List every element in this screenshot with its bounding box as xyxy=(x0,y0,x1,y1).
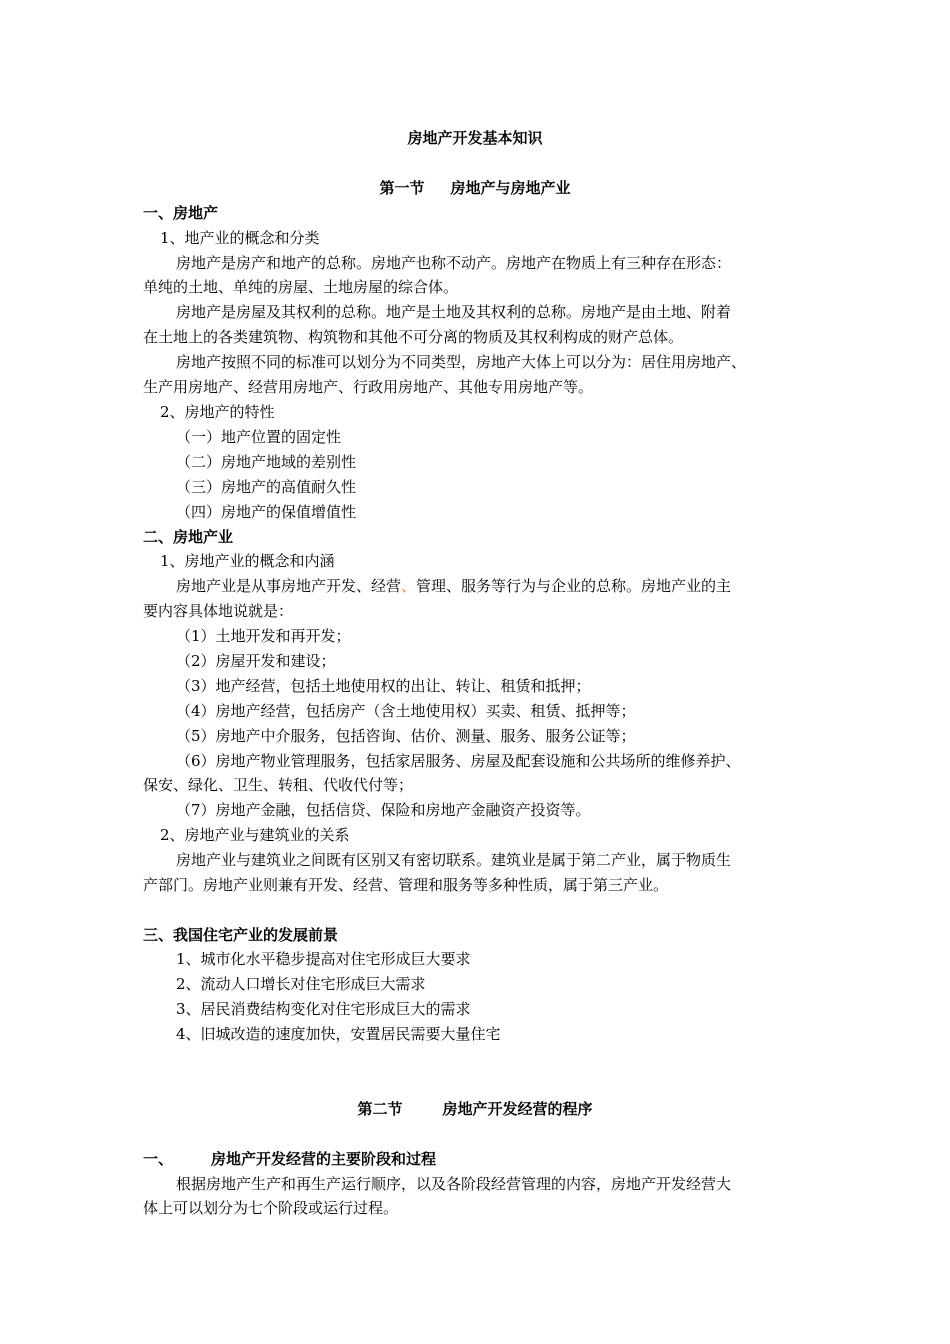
paragraph-line: 产部门。房地产业则兼有开发、经营、管理和服务等多种性质，属于第三产业。 xyxy=(143,876,669,894)
section1-label: 第一节 xyxy=(379,179,425,197)
part4-heading-number: 一、 xyxy=(143,1150,174,1168)
list-item: （7）房地产金融，包括信贷、保险和房地产金融资产投资等。 xyxy=(176,801,591,819)
part4-heading: 房地产开发经营的主要阶段和过程 xyxy=(211,1150,437,1168)
section2-label: 第二节 xyxy=(357,1100,403,1118)
paragraph-line: 在土地上的各类建筑物、构筑物和其他不可分离的物质及其权利构成的财产总体。 xyxy=(143,328,684,346)
paragraph-line: 房地产是房屋及其权利的总称。地产是土地及其权利的总称。房地产是由土地、附着 xyxy=(176,303,732,321)
list-item: （5）房地产中介服务，包括咨询、估价、测量、服务、服务公证等； xyxy=(176,727,636,745)
text-segment: 管理、服务等行为与企业的总称。房地产业的主 xyxy=(416,577,732,595)
paragraph-line: 房地产按照不同的标准可以划分为不同类型，房地产大体上可以分为：居住用房地产、 xyxy=(176,353,747,371)
list-item: 4、旧城改造的速度加快，安置居民需要大量住宅 xyxy=(176,1025,501,1043)
paragraph-line: 生产用房地产、经营用房地产、行政用房地产、其他专用房地产等。 xyxy=(143,378,594,396)
paragraph-line xyxy=(176,576,731,596)
section1-heading xyxy=(0,178,950,198)
list-item: （1）土地开发和再开发； xyxy=(176,627,351,645)
list-item: 1、城市化水平稳步提高对住宅形成巨大要求 xyxy=(176,950,471,968)
list-item: （三）房地产的高值耐久性 xyxy=(176,478,357,496)
paragraph-line: 体上可以划分为七个阶段或运行过程。 xyxy=(143,1199,399,1217)
list-item: 3、居民消费结构变化对住宅形成巨大的需求 xyxy=(176,1000,471,1018)
document-title: 房地产开发基本知识 xyxy=(407,129,543,147)
paragraph-line: 房地产业与建筑业之间既有区别又有密切联系。建筑业是属于第二产业，属于物质生 xyxy=(176,851,732,869)
list-item: （四）房地产的保值增值性 xyxy=(176,503,357,521)
list-item: （2）房屋开发和建设； xyxy=(176,652,336,670)
part1-sub1-title: 1、地产业的概念和分类 xyxy=(160,229,320,247)
paragraph-line: 根据房地产生产和再生产运行顺序，以及各阶段经营管理的内容，房地产开发经营大 xyxy=(176,1175,732,1193)
list-item: （3）地产经营，包括土地使用权的出让、转让、租赁和抵押； xyxy=(176,677,591,695)
part1-heading: 一、房地产 xyxy=(143,204,219,222)
section2-heading xyxy=(0,1099,950,1119)
list-item: （4）房地产经营，包括房产（含土地使用权）买卖、租赁、抵押等； xyxy=(176,702,636,720)
part2-heading: 二、房地产业 xyxy=(143,528,234,546)
part3-heading: 三、我国住宅产业的发展前景 xyxy=(143,926,339,944)
list-item-continuation: 保安、绿化、卫生、转租、代收代付等； xyxy=(143,776,414,794)
part2-sub2-title: 2、房地产业与建筑业的关系 xyxy=(160,826,350,844)
section2-name: 房地产开发经营的程序 xyxy=(442,1100,593,1118)
text-segment: 房地产业是从事房地产开发、经营 xyxy=(176,577,402,595)
paragraph-line: 单纯的土地、单纯的房屋、土地房屋的综合体。 xyxy=(143,278,459,296)
list-item: （6）房地产物业管理服务，包括家居服务、房屋及配套设施和公共场所的维修养护、 xyxy=(176,752,741,770)
list-item: 2、流动人口增长对住宅形成巨大需求 xyxy=(176,975,426,993)
list-item: （二）房地产地域的差别性 xyxy=(176,453,357,471)
punctuation-mark: 、 xyxy=(401,577,417,595)
part1-sub2-title: 2、房地产的特性 xyxy=(160,403,275,421)
section1-name: 房地产与房地产业 xyxy=(450,179,571,197)
part2-sub1-title: 1、房地产业的概念和内涵 xyxy=(160,552,335,570)
paragraph-line: 要内容具体地说就是： xyxy=(143,602,294,620)
list-item: （一）地产位置的固定性 xyxy=(176,428,342,446)
paragraph-line: 房地产是房产和地产的总称。房地产也称不动产。房地产在物质上有三种存在形态： xyxy=(176,254,732,272)
